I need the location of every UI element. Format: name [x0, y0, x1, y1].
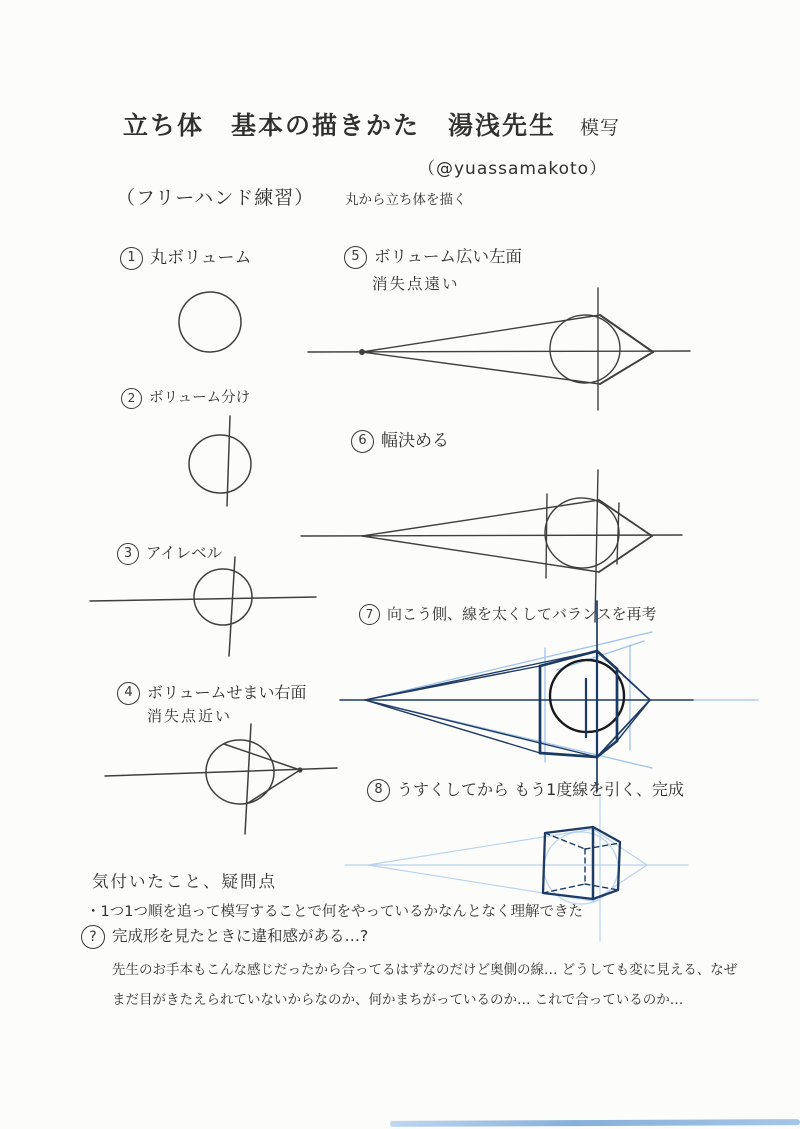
step-8-cube-solid-edges	[543, 827, 620, 899]
step-2-label-row	[121, 388, 250, 409]
bottom-left-convergence	[362, 352, 600, 384]
eye-level-line	[301, 535, 682, 536]
bottom-right-convergence	[599, 536, 652, 572]
step-6-drawing	[301, 470, 682, 622]
step-7-label: 向こう側、線を太くしてバランスを再考	[387, 604, 657, 623]
sphere-outline	[548, 313, 621, 385]
bottom-right-convergence	[600, 352, 653, 384]
step-1-drawing	[177, 290, 243, 354]
top-left-convergence	[362, 500, 599, 536]
step-4-sublabel: 消失点近い	[147, 707, 233, 725]
practice-note: （フリーハンド練習）	[116, 187, 315, 209]
question-detail-1: 先生のお手本もこんな感じだったから合ってるはずなのだけど奥側の線… どうしても変に見える、なぜ	[112, 962, 738, 978]
step-4-label-row	[117, 682, 307, 705]
top-right-convergence	[600, 315, 653, 352]
top-left-convergence	[362, 315, 600, 352]
step-5-label-row	[344, 246, 522, 269]
step-2-number-badge: 2	[121, 388, 142, 409]
step-1-number-badge: 1	[120, 247, 143, 270]
step-7-ink-lines	[340, 601, 693, 791]
step-1-label: 丸ボリューム	[150, 247, 252, 268]
step-2-drawing	[188, 416, 253, 506]
question-mark-badge: ?	[81, 925, 105, 949]
step-6-number-badge: 6	[351, 430, 374, 453]
notes-bullet: ・1つ1つ順を追って模写することで何をやっているかなんとなく理解できた	[86, 904, 583, 920]
step-6-label: 幅決める	[381, 430, 449, 451]
step-5-drawing	[308, 288, 690, 410]
left-width-mark	[546, 494, 547, 578]
exercise-note: 丸から立ち体を描く	[345, 192, 467, 208]
step-5-sublabel: 消失点遠い	[372, 275, 460, 293]
copy-note: 模写	[580, 117, 621, 139]
step-4-drawing	[105, 724, 337, 834]
step-3-label: アイレベル	[146, 544, 223, 563]
step-6-label-row	[351, 430, 449, 453]
step-8-label: うすくしてから もう1度線を引く、完成	[397, 780, 684, 800]
step-7-number-badge: 7	[359, 604, 380, 625]
page-title: 立ち体 基本の描きかた	[123, 111, 421, 140]
step-5-label: ボリューム広い左面	[374, 247, 523, 267]
step-3-drawing	[90, 557, 316, 656]
step-3-number-badge: 3	[117, 543, 139, 565]
sphere-outline	[188, 433, 253, 494]
step-3-label-row	[117, 543, 222, 565]
author-name: 湯浅先生	[448, 111, 557, 140]
step-2-label: ボリューム分け	[149, 390, 251, 407]
step-5-number-badge: 5	[344, 246, 367, 269]
vertical-axis	[595, 470, 598, 622]
vanishing-point-dot	[297, 767, 302, 772]
question-detail-2: まだ目がきたえられていないからなのか、何かまちがっているのか… これで合っているのか…	[112, 992, 684, 1008]
notes-heading: 気付いたこと、疑問点	[92, 872, 277, 891]
question-row	[81, 925, 368, 949]
vertical-axis	[229, 557, 235, 656]
step-4-number-badge: 4	[117, 682, 140, 705]
step-4-label: ボリュームせまい右面	[147, 683, 307, 703]
bottom-left-convergence	[362, 536, 599, 572]
sphere-outline	[193, 568, 254, 627]
step-7-label-row	[359, 604, 657, 625]
step-8-number-badge: 8	[367, 779, 390, 802]
top-right-convergence	[599, 500, 652, 536]
step-1-label-row	[120, 247, 252, 270]
question-text: 完成形を見たときに違和感がある…?	[112, 927, 369, 946]
eye-level-line	[90, 597, 316, 601]
sphere-outline	[177, 290, 243, 354]
step-8-label-row	[367, 779, 684, 802]
author-handle: （@yuassamakoto）	[418, 159, 608, 179]
page-title-row	[123, 112, 620, 141]
